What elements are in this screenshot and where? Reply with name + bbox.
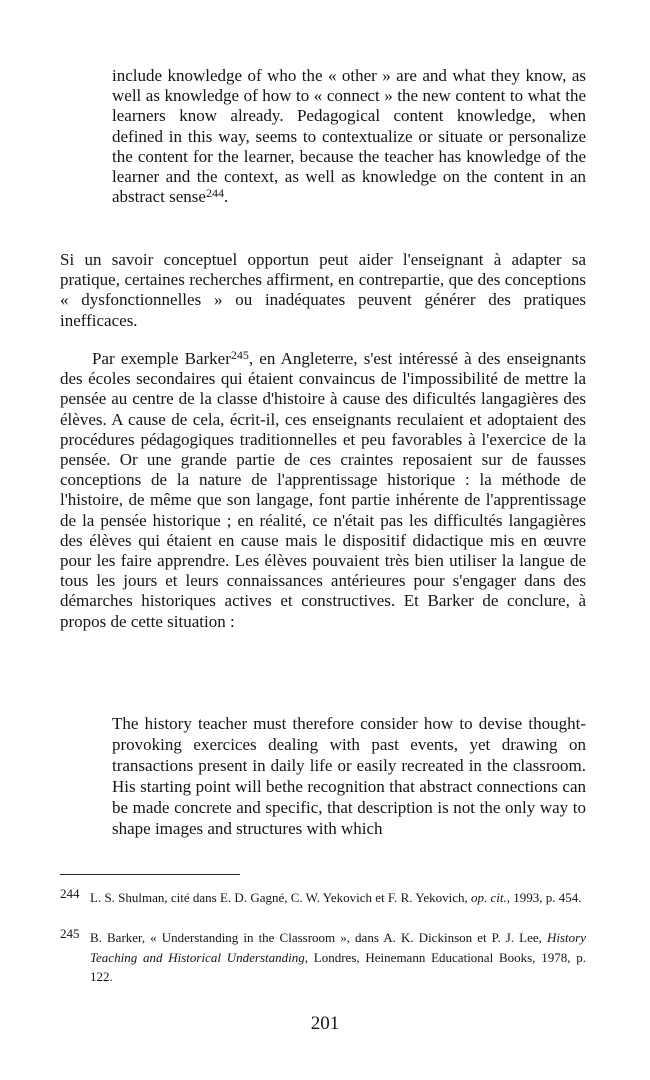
paragraph-savoir-conceptuel: Si un savoir conceptuel opportun peut aider l'enseignant à adapter sa pratique, certaines recherches affirment, en contrepartie, que des conceptions « dysfonctionnelles » ou inadéquates peuvent générer des pratiques inefficaces. — [60, 250, 586, 330]
footnote-number: 244 — [60, 886, 80, 901]
footnote-ref-244: 244 — [205, 186, 224, 201]
page-number: 201 — [310, 1013, 340, 1034]
footnote-text — [90, 888, 586, 908]
paragraph-barker-lead: Par exemple Barker — [92, 349, 231, 368]
footnote-text-before: L. S. Shulman, cité dans E. D. Gagné, C. W. Yekovich et F. R. Yekovich, — [90, 890, 472, 905]
block-quote-shulman-text: include knowledge of who the « other » are and what they know, as well as knowledge of how to « connect » the new content to what the learners know already. Pedagogical content knowledge, when defined in this way, seems to contextualize or situate or personalize the content for the learner, because the teacher has knowledge of the learner and the context, as well as knowledge on the content in an abstract sense — [112, 66, 586, 207]
paragraph-barker-rest: , en Angleterre, s'est intéressé à des enseignants des écoles secondaires qui étaient convaincus de l'impossibilité de mettre la pensée au centre de la classe d'histoire à cause des dificultés langagières des élèves. A cause de cela, écrit-il, ces enseignants reculaient et adoptaient des procédures pédagogiques traditionnelles et peu favorables à l'exercice de la pensée. Or une grande partie de ces craintes reposaient sur de fausses conceptions de la nature de l'apprentissage historique : la méthode de l'histoire, de même que son langage, font partie inhérente de l'apprentissage de la pensée historique ; en réalité, ce n'était pas les difficultés langagières des élèves qui étaient en cause mais le dispositif didactique mis en œuvre pour les faire apprendre. Les élèves pouvaient très bien utiliser la langue de tous les jours et leurs connaissances antérieures pour s'engager dans des démarches historiques actives et constructives. Et Barker de conclure, à propos de cette situation : — [60, 349, 586, 631]
footnote-number: 245 — [60, 926, 80, 941]
paragraph-barker — [60, 349, 586, 632]
block-quote-barker: The history teacher must therefore consider how to devise thought-provoking exercices dealing with past events, yet drawing on transactions present in daily life or easily recreated in the classroom. His starting point will bethe recognition that abstract connections can be made concrete and specific, that description is not the only way to shape images and structures with which — [112, 714, 586, 839]
footnote-italic: History Teaching and Historical Understanding — [90, 930, 586, 965]
footnote-245 — [60, 928, 586, 987]
footnote-ref-245: 245 — [230, 348, 249, 362]
block-quote-shulman: include knowledge of who the « other » are and what they know, as well as knowledge of how to « connect » the new content to what the learners know already. Pedagogical content knowledge, when defined in this way, seems to contextualize or situate or personalize the content for the learner, because the teacher has knowledge of the learner and the context, as well as knowledge on the content in an abstract sense$^{244}$. — [112, 66, 586, 207]
footnote-244 — [60, 888, 586, 908]
footnote-text — [90, 928, 586, 987]
footnote-separator — [60, 874, 240, 875]
footnote-text-after: , Londres, Heinemann Educational Books, 1978, p. 122. — [90, 949, 586, 984]
footnote-text-before: B. Barker, « Understanding in the Classroom », dans A. K. Dickinson et P. J. Lee, — [90, 930, 547, 945]
footnote-text-after: , 1993, p. 454. — [506, 890, 582, 905]
footnote-italic: op. cit. — [471, 890, 507, 905]
